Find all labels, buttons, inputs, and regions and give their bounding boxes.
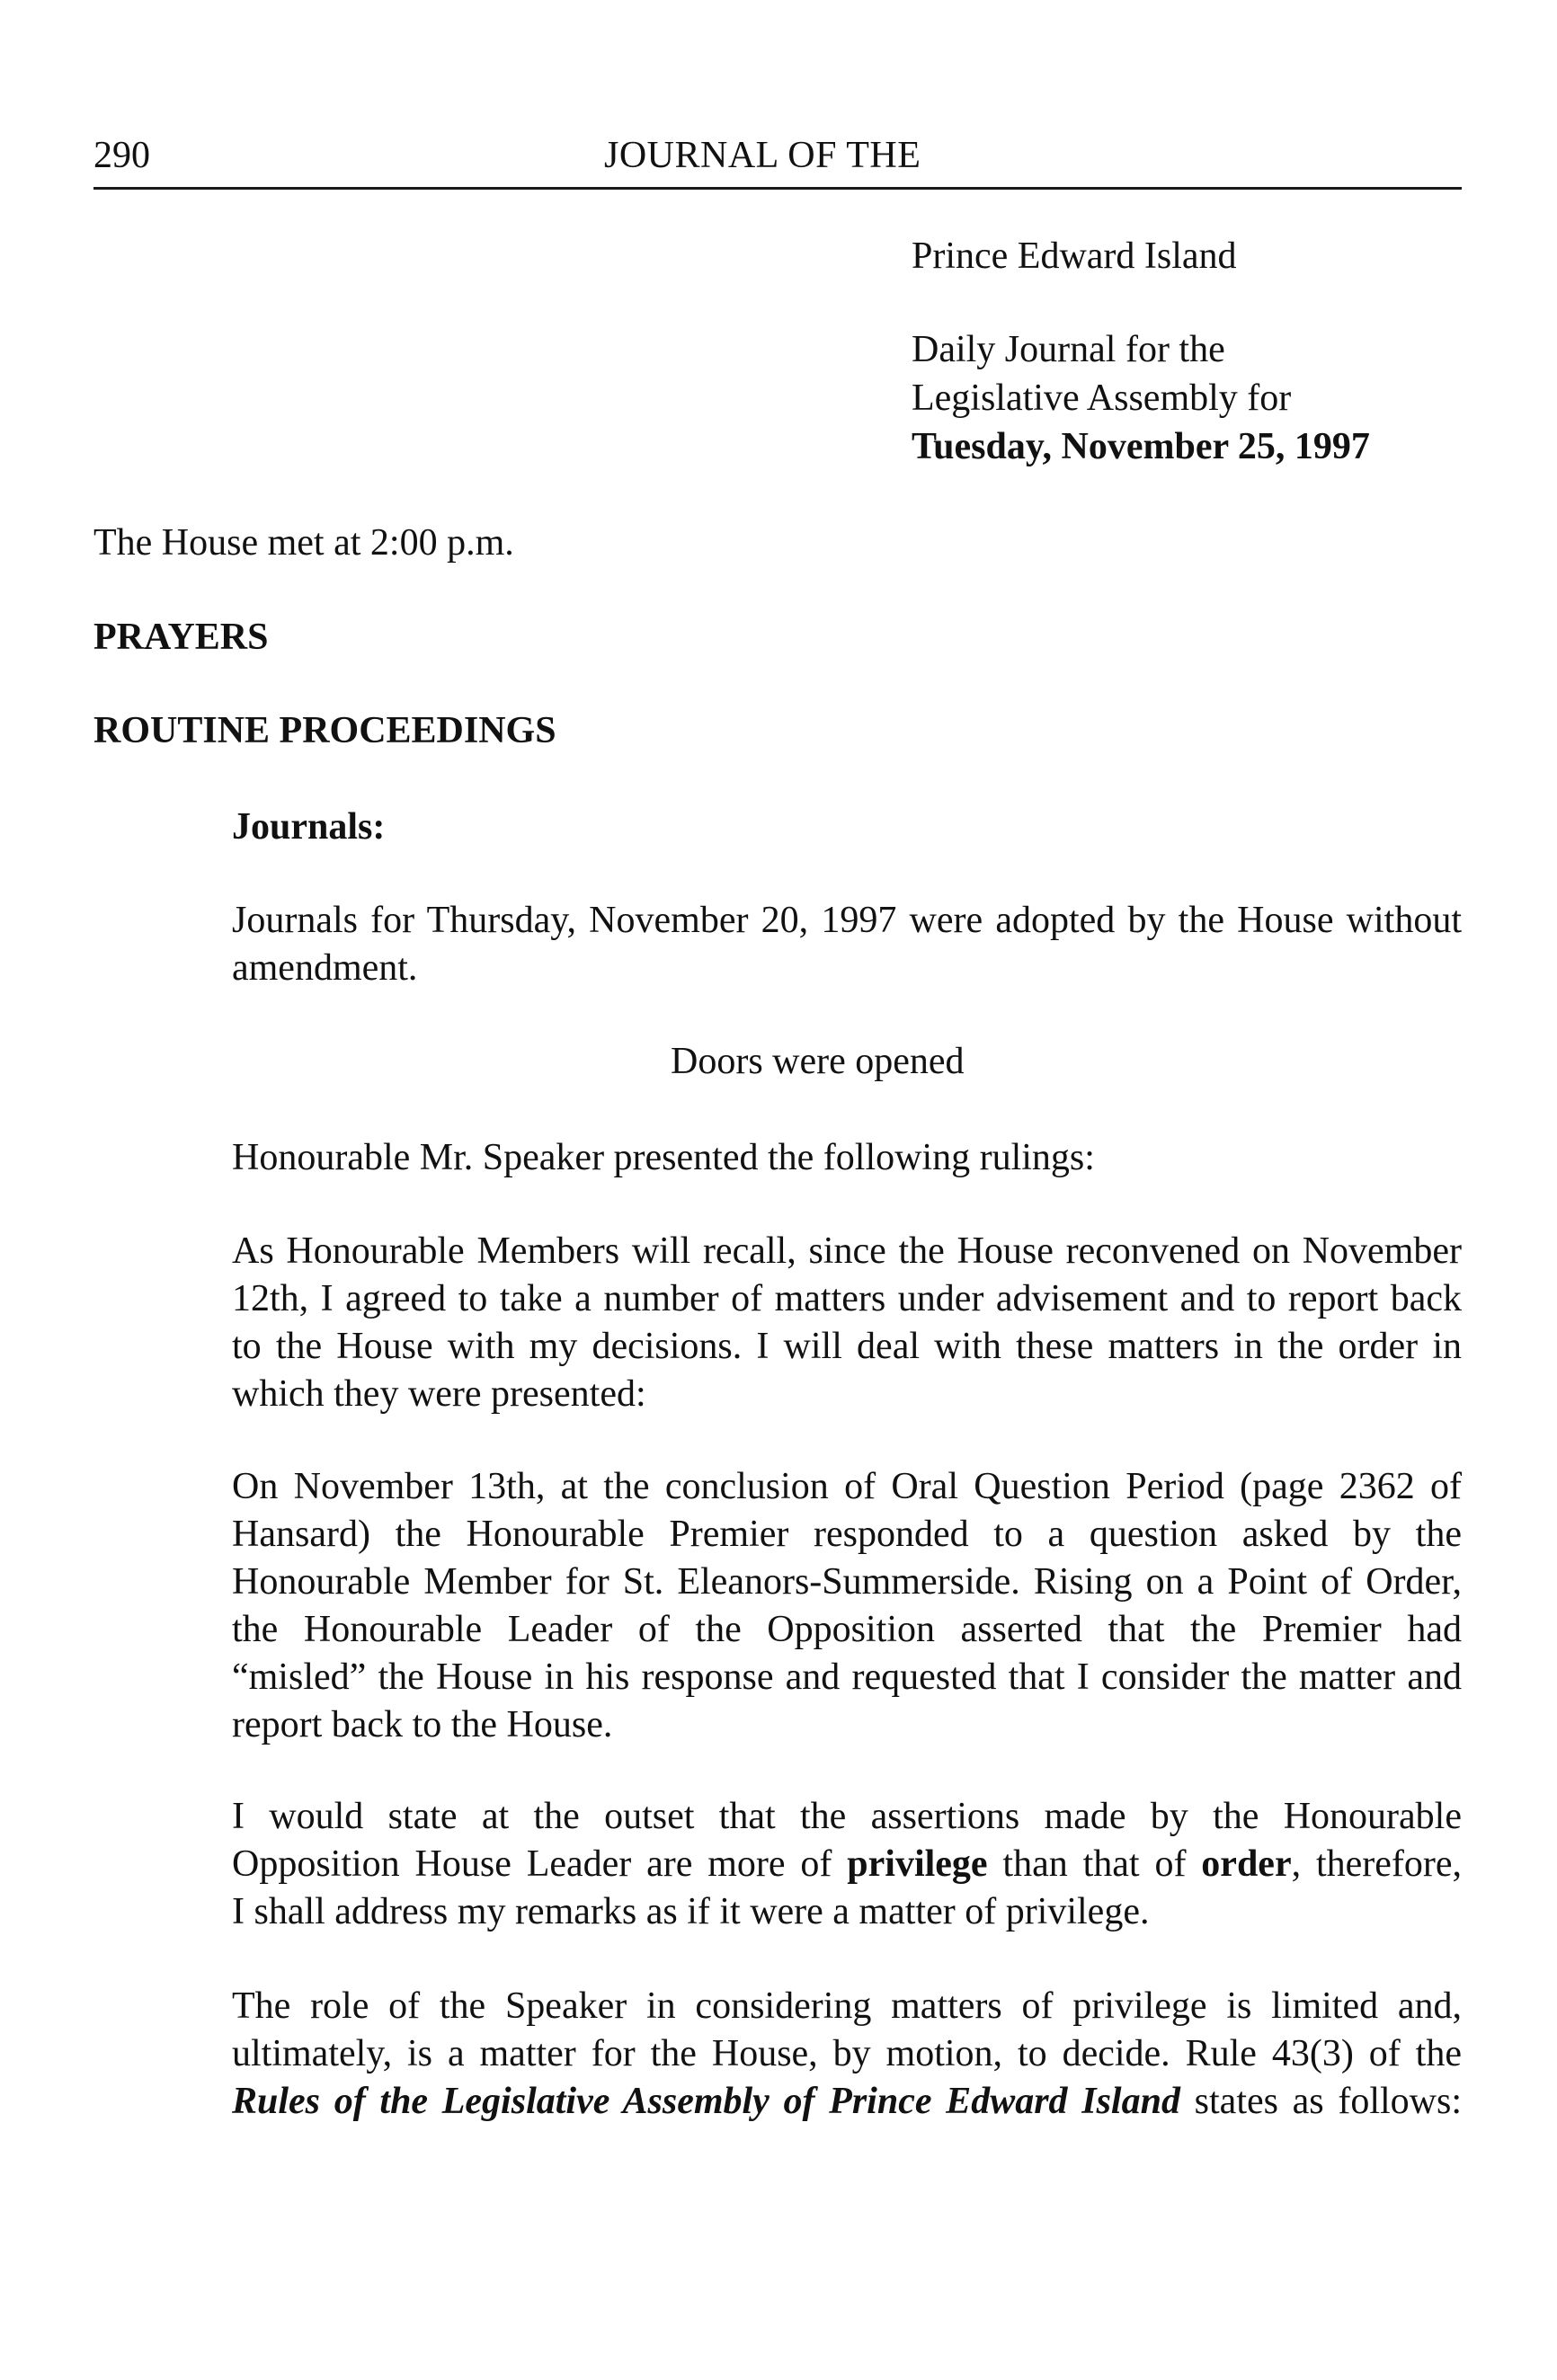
recall-line-2: 12th, I agreed to take a number of matters under advisement and to report back <box>232 1278 1462 1319</box>
running-title: JOURNAL OF THE <box>604 135 921 176</box>
premier-line-1: On November 13th, at the conclusion of Oral Question Period (page 2362 of <box>232 1466 1462 1507</box>
speaker-role-line-3-rest: states as follows: <box>1179 2081 1463 2122</box>
doors-opened-text: Doors were opened <box>671 1041 965 1082</box>
premier-line-5: “misled” the House in his response and requested that I consider the matter and <box>232 1656 1462 1698</box>
journal-title-line-1: Daily Journal for the <box>912 329 1225 370</box>
journals-line-1: Journals for Thursday, November 20, 1997 were adopted by the House without <box>232 900 1462 941</box>
privilege-emphasis: privilege <box>847 1843 988 1885</box>
recall-line-3: to the House with my decisions. I will deal with these matters in the order in <box>232 1326 1462 1367</box>
premier-line-6: report back to the House. <box>232 1704 613 1745</box>
journals-line-2: amendment. <box>232 947 418 989</box>
privilege-paragraph <box>232 1793 1462 1936</box>
recall-line-1: As Honourable Members will recall, since the House reconvened on November <box>232 1230 1462 1272</box>
routine-proceedings-heading: ROUTINE PROCEEDINGS <box>93 710 556 751</box>
house-met-text: The House met at 2:00 p.m. <box>93 522 514 564</box>
privilege-line-2-e: , therefore, <box>1291 1843 1463 1885</box>
journal-date: Tuesday, November 25, 1997 <box>912 426 1370 467</box>
premier-line-2: Hansard) the Honourable Premier responded to a question asked by the <box>232 1514 1462 1555</box>
province-name: Prince Edward Island <box>912 235 1237 277</box>
privilege-line-1: I would state at the outset that the assertions made by the Honourable <box>232 1796 1462 1837</box>
page-header <box>93 133 1462 190</box>
speaker-role-line-1: The role of the Speaker in considering matters of privilege is limited and, <box>232 1985 1462 2027</box>
premier-line-3: Honourable Member for St. Eleanors-Summerside. Rising on a Point of Order, <box>232 1561 1462 1603</box>
dateline <box>912 232 1469 471</box>
premier-line-4: the Honourable Leader of the Opposition asserted that the Premier had <box>232 1609 1462 1650</box>
speaker-role-paragraph <box>232 1983 1462 2126</box>
privilege-line-2 <box>232 1841 1462 1888</box>
privilege-line-2-c: than that of <box>987 1843 1202 1885</box>
premier-paragraph <box>232 1463 1462 1749</box>
order-emphasis: order <box>1201 1843 1292 1885</box>
journals-paragraph <box>232 897 1462 992</box>
prayers-heading: PRAYERS <box>93 617 269 658</box>
recall-paragraph <box>232 1228 1462 1418</box>
recall-line-4: which they were presented: <box>232 1373 646 1415</box>
rules-title: Rules of the Legislative Assembly of Prince Edward Island <box>232 2081 1180 2122</box>
speaker-role-line-3 <box>232 2078 1462 2126</box>
privilege-line-2-a: Opposition House Leader are more of <box>232 1843 848 1885</box>
journals-subheading: Journals: <box>232 806 386 848</box>
page-number: 290 <box>93 135 150 176</box>
speaker-role-line-2: ultimately, is a matter for the House, by motion, to decide. Rule 43(3) of the <box>232 2033 1462 2074</box>
journal-title-line-2: Legislative Assembly for <box>912 377 1292 419</box>
speaker-rulings-text: Honourable Mr. Speaker presented the following rulings: <box>232 1137 1095 1178</box>
privilege-line-3: I shall address my remarks as if it were a matter of privilege. <box>232 1891 1150 1932</box>
